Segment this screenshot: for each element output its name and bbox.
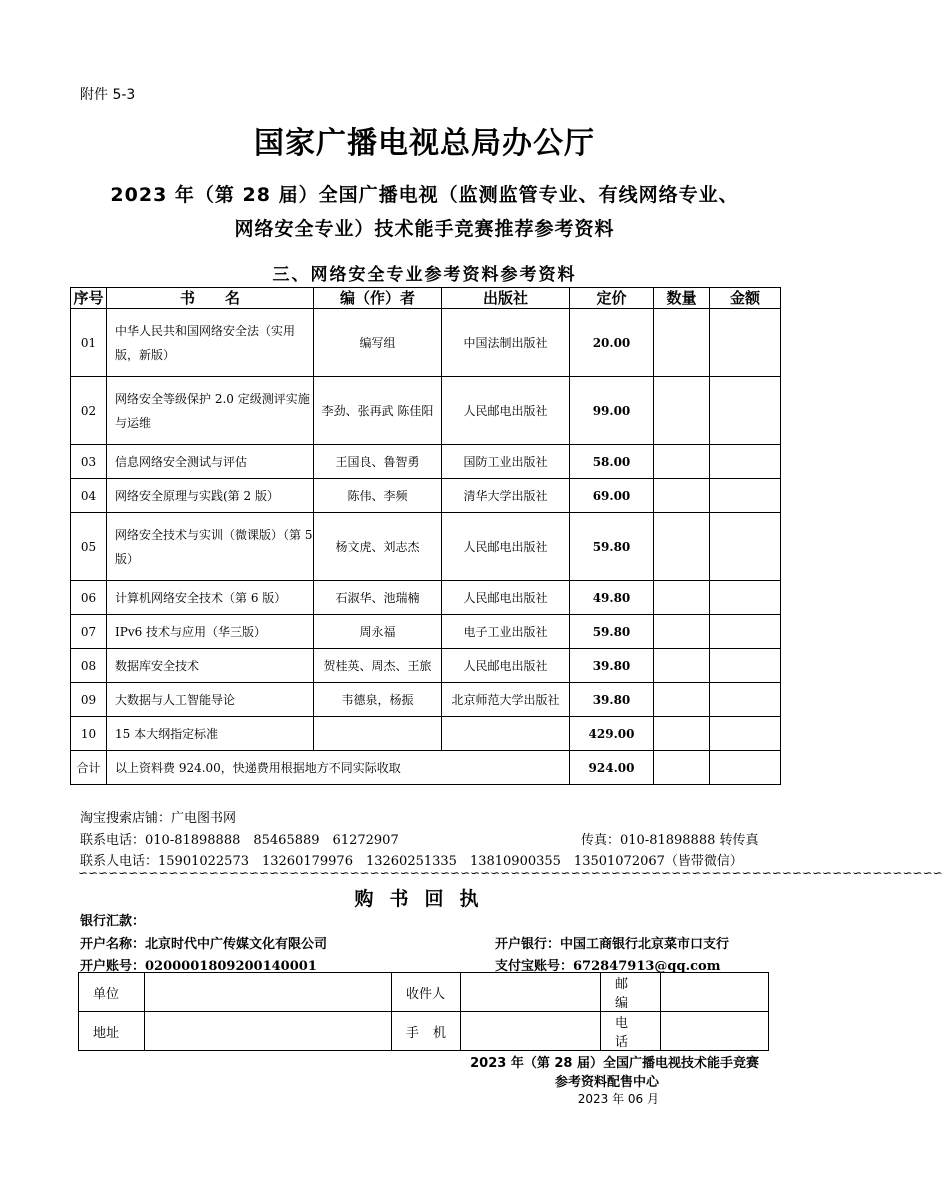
row-author: 陈伟、李频 xyxy=(314,479,442,513)
mobile-field[interactable] xyxy=(461,1012,601,1051)
header-quantity: 数量 xyxy=(654,288,710,309)
row-author: 石淑华、池瑞楠 xyxy=(314,581,442,615)
row-publisher: 北京师范大学出版社 xyxy=(442,683,570,717)
row-amount xyxy=(710,445,781,479)
row-price: 20.00 xyxy=(570,309,654,377)
row-no: 10 xyxy=(71,717,107,751)
receipt-title: 购书回执 xyxy=(354,888,495,910)
row-quantity xyxy=(654,479,710,513)
contact-person-phones: 联系人电话：15901022573 13260179976 13260251335 13810900355 13501072067（皆带微信） xyxy=(80,854,743,869)
row-quantity xyxy=(654,649,710,683)
row-quantity xyxy=(654,377,710,445)
subtitle-line-1: 2023 年（第 28 届）全国广播电视（监测监管专业、有线网络专业、 xyxy=(110,184,739,206)
section-title: 三、网络安全专业参考资料参考资料 xyxy=(272,265,577,285)
shop-info: 淘宝搜索店铺：广电图书网 xyxy=(80,811,237,826)
table-header-row xyxy=(71,288,781,309)
table-row xyxy=(71,309,781,377)
table-row xyxy=(71,445,781,479)
total-label: 合计 xyxy=(71,751,107,785)
header-price: 定价 xyxy=(570,288,654,309)
footer-date: 2023 年 06 月 xyxy=(577,1092,659,1106)
address-label: 地址 xyxy=(79,1012,145,1051)
alipay-account: 支付宝账号：672847913@qq.com xyxy=(495,959,721,974)
row-author: 杨文虎、刘志杰 xyxy=(314,513,442,581)
row-book-name: IPv6 技术与应用（华三版） xyxy=(107,615,314,649)
row-quantity xyxy=(654,513,710,581)
row-publisher xyxy=(442,717,570,751)
table-row xyxy=(71,581,781,615)
row-amount xyxy=(710,717,781,751)
row-book-name: 15 本大纲指定标准 xyxy=(107,717,314,751)
row-book-name: 大数据与人工智能导论 xyxy=(107,683,314,717)
postcode-label: 邮编 xyxy=(601,973,661,1012)
total-amount xyxy=(710,751,781,785)
row-author: 贺桂英、周杰、王旅 xyxy=(314,649,442,683)
bank-name: 开户银行：中国工商银行北京菜市口支行 xyxy=(495,937,730,952)
row-amount xyxy=(710,309,781,377)
row-quantity xyxy=(654,615,710,649)
bank-transfer-label: 银行汇款： xyxy=(80,914,146,929)
row-price: 39.80 xyxy=(570,683,654,717)
account-number: 开户账号：0200001809200140001 xyxy=(80,959,317,974)
header-author: 编（作）者 xyxy=(314,288,442,309)
table-row xyxy=(71,649,781,683)
row-book-name: 信息网络安全测试与评估 xyxy=(107,445,314,479)
row-price: 49.80 xyxy=(570,581,654,615)
row-no: 07 xyxy=(71,615,107,649)
row-no: 05 xyxy=(71,513,107,581)
row-author: 王国良、鲁智勇 xyxy=(314,445,442,479)
footer-org-line2: 参考资料配售中心 xyxy=(554,1075,659,1090)
row-price: 429.00 xyxy=(570,717,654,751)
row-price: 59.80 xyxy=(570,615,654,649)
row-author xyxy=(314,717,442,751)
total-price: 924.00 xyxy=(570,751,654,785)
row-book-name: 中华人民共和国网络安全法（实用版，新版） xyxy=(107,309,314,377)
table-row xyxy=(71,513,781,581)
row-no: 03 xyxy=(71,445,107,479)
row-quantity xyxy=(654,445,710,479)
header-no: 序号 xyxy=(71,288,107,309)
row-no: 08 xyxy=(71,649,107,683)
row-price: 39.80 xyxy=(570,649,654,683)
account-name: 开户名称：北京时代中广传媒文化有限公司 xyxy=(80,937,328,952)
row-amount xyxy=(710,479,781,513)
row-amount xyxy=(710,377,781,445)
recipient-label: 收件人 xyxy=(392,973,461,1012)
unit-field[interactable] xyxy=(145,973,392,1012)
attachment-label: 附件 5-3 xyxy=(80,87,136,103)
row-quantity xyxy=(654,717,710,751)
subtitle-line-2: 网络安全专业）技术能手竞赛推荐参考资料 xyxy=(234,218,615,240)
recipient-field[interactable] xyxy=(461,973,601,1012)
total-quantity xyxy=(654,751,710,785)
row-quantity xyxy=(654,309,710,377)
contact-phone: 联系电话：010-81898888 85465889 61272907 xyxy=(80,833,399,848)
row-no: 09 xyxy=(71,683,107,717)
row-price: 69.00 xyxy=(570,479,654,513)
fax-number: 传真：010-81898888 转传真 xyxy=(581,833,759,848)
row-amount xyxy=(710,683,781,717)
unit-label: 单位 xyxy=(79,973,145,1012)
row-author: 编写组 xyxy=(314,309,442,377)
row-publisher: 国防工业出版社 xyxy=(442,445,570,479)
table-row xyxy=(71,377,781,445)
mobile-label: 手机 xyxy=(392,1012,461,1051)
row-quantity xyxy=(654,581,710,615)
row-no: 06 xyxy=(71,581,107,615)
table-row xyxy=(71,615,781,649)
book-table xyxy=(70,287,781,785)
row-amount xyxy=(710,615,781,649)
header-name: 书 名 xyxy=(107,288,314,309)
row-publisher: 人民邮电出版社 xyxy=(442,649,570,683)
row-publisher: 人民邮电出版社 xyxy=(442,377,570,445)
row-book-name: 计算机网络安全技术（第 6 版） xyxy=(107,581,314,615)
postcode-field[interactable] xyxy=(661,973,769,1012)
page-title: 国家广播电视总局办公厅 xyxy=(254,126,595,161)
telephone-label: 电话 xyxy=(601,1012,661,1051)
table-row xyxy=(71,683,781,717)
footer-org-line1: 2023 年（第 28 届）全国广播电视技术能手竞赛 xyxy=(470,1056,759,1071)
row-author: 周永福 xyxy=(314,615,442,649)
header-publisher: 出版社 xyxy=(442,288,570,309)
row-price: 58.00 xyxy=(570,445,654,479)
row-author: 李劲、张再武 陈佳阳 xyxy=(314,377,442,445)
row-publisher: 电子工业出版社 xyxy=(442,615,570,649)
row-book-name: 网络安全原理与实践(第 2 版） xyxy=(107,479,314,513)
row-amount xyxy=(710,581,781,615)
row-publisher: 人民邮电出版社 xyxy=(442,581,570,615)
row-book-name: 数据库安全技术 xyxy=(107,649,314,683)
row-book-name: 网络安全等级保护 2.0 定级测评实施与运维 xyxy=(107,377,314,445)
row-no: 01 xyxy=(71,309,107,377)
row-price: 99.00 xyxy=(570,377,654,445)
row-publisher: 人民邮电出版社 xyxy=(442,513,570,581)
row-book-name: 网络安全技术与实训（微课版）（第 5 版） xyxy=(107,513,314,581)
row-publisher: 中国法制出版社 xyxy=(442,309,570,377)
table-row xyxy=(71,479,781,513)
row-quantity xyxy=(654,683,710,717)
order-form xyxy=(78,972,769,1051)
divider-line: ∽∽∽∽∽∽∽∽∽∽∽∽∽∽∽∽∽∽∽∽∽∽∽∽∽∽∽∽∽∽∽∽∽∽∽∽∽∽∽∽∽∽∽∽∽∽∽∽∽∽∽∽∽∽∽∽∽∽∽∽∽∽∽∽∽∽∽∽∽∽∽∽∽∽∽∽∽∽∽∽∽∽∽∽∽∽ xyxy=(78,866,943,880)
row-price: 59.80 xyxy=(570,513,654,581)
row-amount xyxy=(710,649,781,683)
form-row xyxy=(79,1012,769,1051)
form-row xyxy=(79,973,769,1012)
telephone-field[interactable] xyxy=(661,1012,769,1051)
row-amount xyxy=(710,513,781,581)
row-author: 韦德泉，杨振 xyxy=(314,683,442,717)
row-no: 02 xyxy=(71,377,107,445)
address-field[interactable] xyxy=(145,1012,392,1051)
row-no: 04 xyxy=(71,479,107,513)
table-row xyxy=(71,717,781,751)
header-amount: 金额 xyxy=(710,288,781,309)
table-total-row xyxy=(71,751,781,785)
total-note: 以上资料费 924.00，快递费用根据地方不同实际收取 xyxy=(107,751,570,785)
row-publisher: 清华大学出版社 xyxy=(442,479,570,513)
